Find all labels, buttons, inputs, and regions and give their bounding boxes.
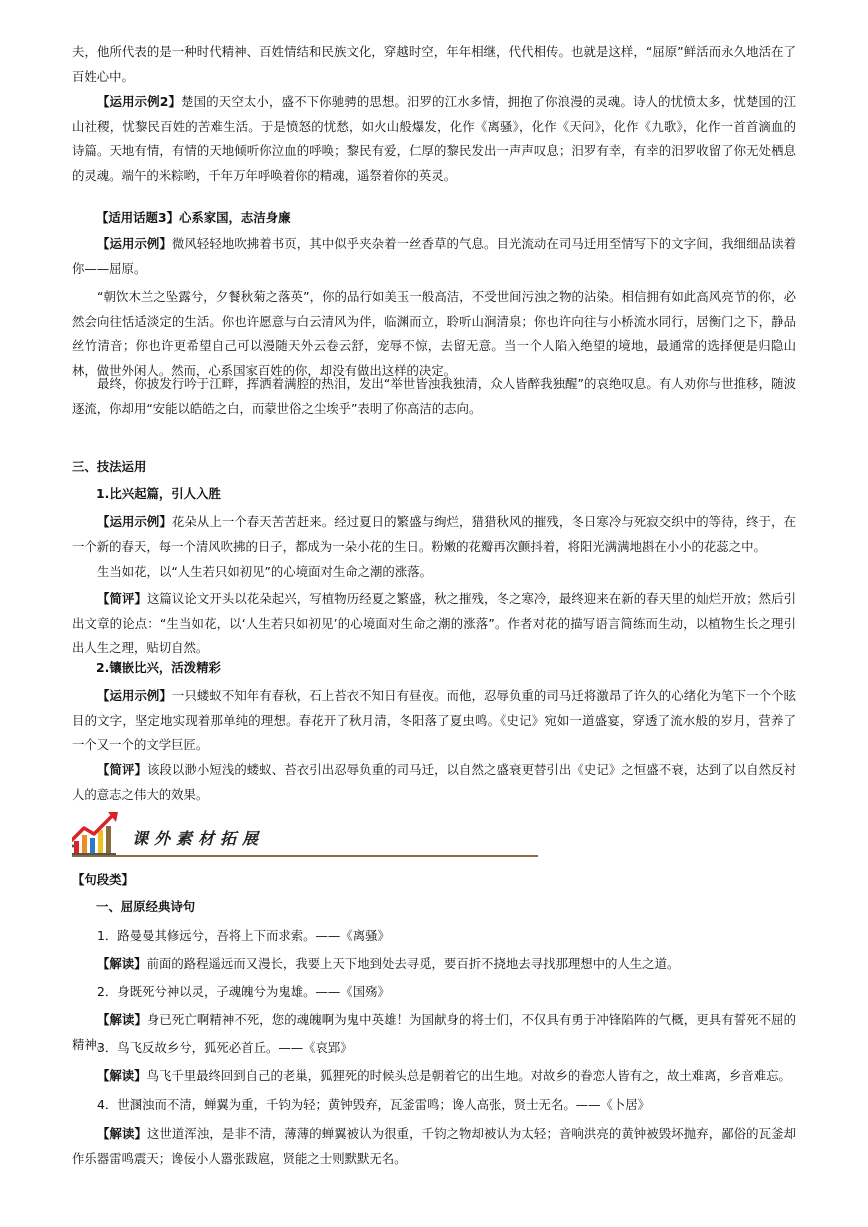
comment-label: 【简评】 [97,591,147,606]
example-label: 【运用示例2】 [97,94,182,109]
reading-text: 这世道浑浊，是非不清，薄薄的蝉翼被认为很重，千钧之物却被认为太轻；音响洪亮的黄钟被毁坏抛弃，鄙俗的瓦釜却作乐器雷鸣震天；谗佞小人嚣张跋扈，贤能之士则默默无名。 [72,1126,797,1166]
section-3-heading: 三、技法运用 [72,459,147,474]
quote-4-reading [72,1122,796,1171]
quote-1-line: 1．路曼曼其修远兮，吾将上下而求索。——《离骚》 [97,928,390,943]
quote-3-line: 3．鸟飞反故乡兮，狐死必首丘。——《哀郢》 [97,1040,353,1055]
reading-text: 鸟飞千里最终回到自己的老巢，狐狸死的时候头总是朝着它的出生地。对故乡的眷恋人皆有之，故土难离，乡音难忘。 [146,1068,791,1083]
example-5-paragraph [72,684,796,758]
example-label: 【运用示例】 [97,514,172,529]
comment-1-paragraph [72,587,796,661]
example-2-paragraph [72,90,796,188]
reading-label: 【解读】 [97,956,147,971]
example-label: 【运用示例】 [97,688,172,703]
banner-divider [72,855,538,857]
reading-text: 身已死亡啊精神不死，您的魂魄啊为鬼中英雄！为国献身的将士们，不仅具有勇于冲锋陷阵的气概，更具有誓死不屈的精神。 [72,1012,797,1052]
example-3-paragraph [72,232,796,281]
quote-3-reading [72,1064,796,1089]
comment-text: 该段以渺小短浅的蝼蚁、苔衣引出忍辱负重的司马迁，以自然之盛衰更替引出《史记》之恒盛不衰，达到了以自然反衬人的意志之伟大的效果。 [72,762,797,802]
paragraph-continuation: 夫，他所代表的是一种时代精神、百姓情结和民族文化，穿越时空，年年相继，代代相传。也就是这样，“屈原”鲜活而永久地活在了百姓心中。 [72,44,796,84]
subsection-1-heading: 一、屈原经典诗句 [96,899,196,914]
comment-2-paragraph [72,758,796,807]
quote-2-line: 2．身既死兮神以灵，子魂魄兮为鬼雄。——《国殇》 [97,984,390,999]
technique-2-heading: 2.镶嵌比兴，活泼精彩 [96,660,221,675]
quote-paragraph: “朝饮木兰之坠露兮，夕餐秋菊之落英”，你的品行如美玉一般高洁，不受世间污浊之物的沾染。相信拥有如此高风亮节的你，必然会向往恬适淡定的生活。你也许愿意与白云清风为伴，临渊而立，聆听山涧清泉；你也许向往与小桥流水同行，居衡门之下，静品丝竹清音；你也许更希望自己可以漫随天外云卷云舒，宠辱不惊，去留无意。当一个人陷入绝望的境地，最通常的选择便是归隐山林，做世外闲人。然而，心系国家百姓的你，却没有做出这样的决定。 [72,289,796,378]
example-label: 【运用示例】 [97,236,172,251]
example-text: 花朵从上一个春天苦苦赶来。经过夏日的繁盛与绚烂，猎猎秋风的摧残，冬日寒冷与死寂交织中的等待，终于，在一个新的春天，每一个清风吹拂的日子，都成为一朵小花的生日。粉嫩的花瓣再次颤抖着，将阳光满满地斟在小小的花蕊之中。 [72,514,797,554]
quote-4-line: 4．世溷浊而不清，蝉翼为重，千钧为轻；黄钟毁弃，瓦釜雷鸣；谗人高张，贤士无名。——《卜居》 [97,1097,651,1112]
comment-label: 【简评】 [97,762,147,777]
example-4-paragraph [72,510,796,559]
topic-3-heading: 【适用话题3】心系家国，志洁身廉 [96,210,291,225]
quote-1-reading [72,952,796,977]
example-text: 一只蝼蚁不知年有春秋，石上苔衣不知日有昼夜。而他，忍辱负重的司马迁将激昂了许久的心绪化为笔下一个个眩目的文字，坚定地实现着那单纯的理想。春花开了秋月清，冬阳落了夏虫鸣。《史记》宛如一道盛宴，穿透了流水般的岁月，营养了一个又一个的文学巨匠。 [72,688,797,753]
banner-title: 课外素材拓展 [132,829,265,848]
ending-paragraph: 最终，你披发行吟于江畔，挥洒着满腔的热泪，发出“举世皆浊我独清，众人皆醉我独醒”的哀绝叹息。有人劝你与世推移，随波逐流，你却用“安能以皓皓之白，而蒙世俗之尘埃乎”表明了你高洁的志向。 [72,376,796,416]
technique-1-heading: 1.比兴起篇，引人入胜 [96,486,221,501]
thesis-line: 生当如花，以“人生若只如初见”的心境面对生命之潮的涨落。 [97,564,432,579]
example-text: 微风轻轻地吹拂着书页，其中似乎夹杂着一丝香草的气息。目光流动在司马迁用至情写下的文字间，我细细品读着你——屈原。 [72,236,797,276]
example-text: 楚国的天空太小，盛不下你驰骋的思想。汨罗的江水多情，拥抱了你浪漫的灵魂。诗人的忧愤太多，忧楚国的江山社稷，忧黎民百姓的苦难生活。于是愤怒的忧愁，如火山般爆发，化作《离骚》，化作《天问》，化作《九歌》，化作一首首滴血的诗篇。天地有情，有情的天地倾听你泣血的呼唤；黎民有爱，仁厚的黎民发出一声声叹息；汨罗有幸，有幸的汨罗收留了你无处栖息的灵魂。端午的米粽哟，千年万年呼唤着你的精魂，遥祭着你的英灵。 [72,94,797,183]
comment-text: 这篇议论文开头以花朵起兴，写植物历经夏之繁盛，秋之摧残，冬之寒冷，最终迎来在新的春天里的灿烂开放；然后引出文章的论点：“生当如花，以‘人生若只如初见’的心境面对生命之潮的涨落”。作者对花的描写语言简练而生动，以植物生长之理引出人生之理，贴切自然。 [72,591,797,656]
category-heading: 【句段类】 [72,872,134,887]
reading-label: 【解读】 [97,1012,147,1027]
reading-label: 【解读】 [97,1126,147,1141]
reading-label: 【解读】 [97,1068,147,1083]
reading-text: 前面的路程遥远而又漫长，我要上天下地到处去寻觅，要百折不挠地去寻找那理想中的人生之道。 [146,956,680,971]
